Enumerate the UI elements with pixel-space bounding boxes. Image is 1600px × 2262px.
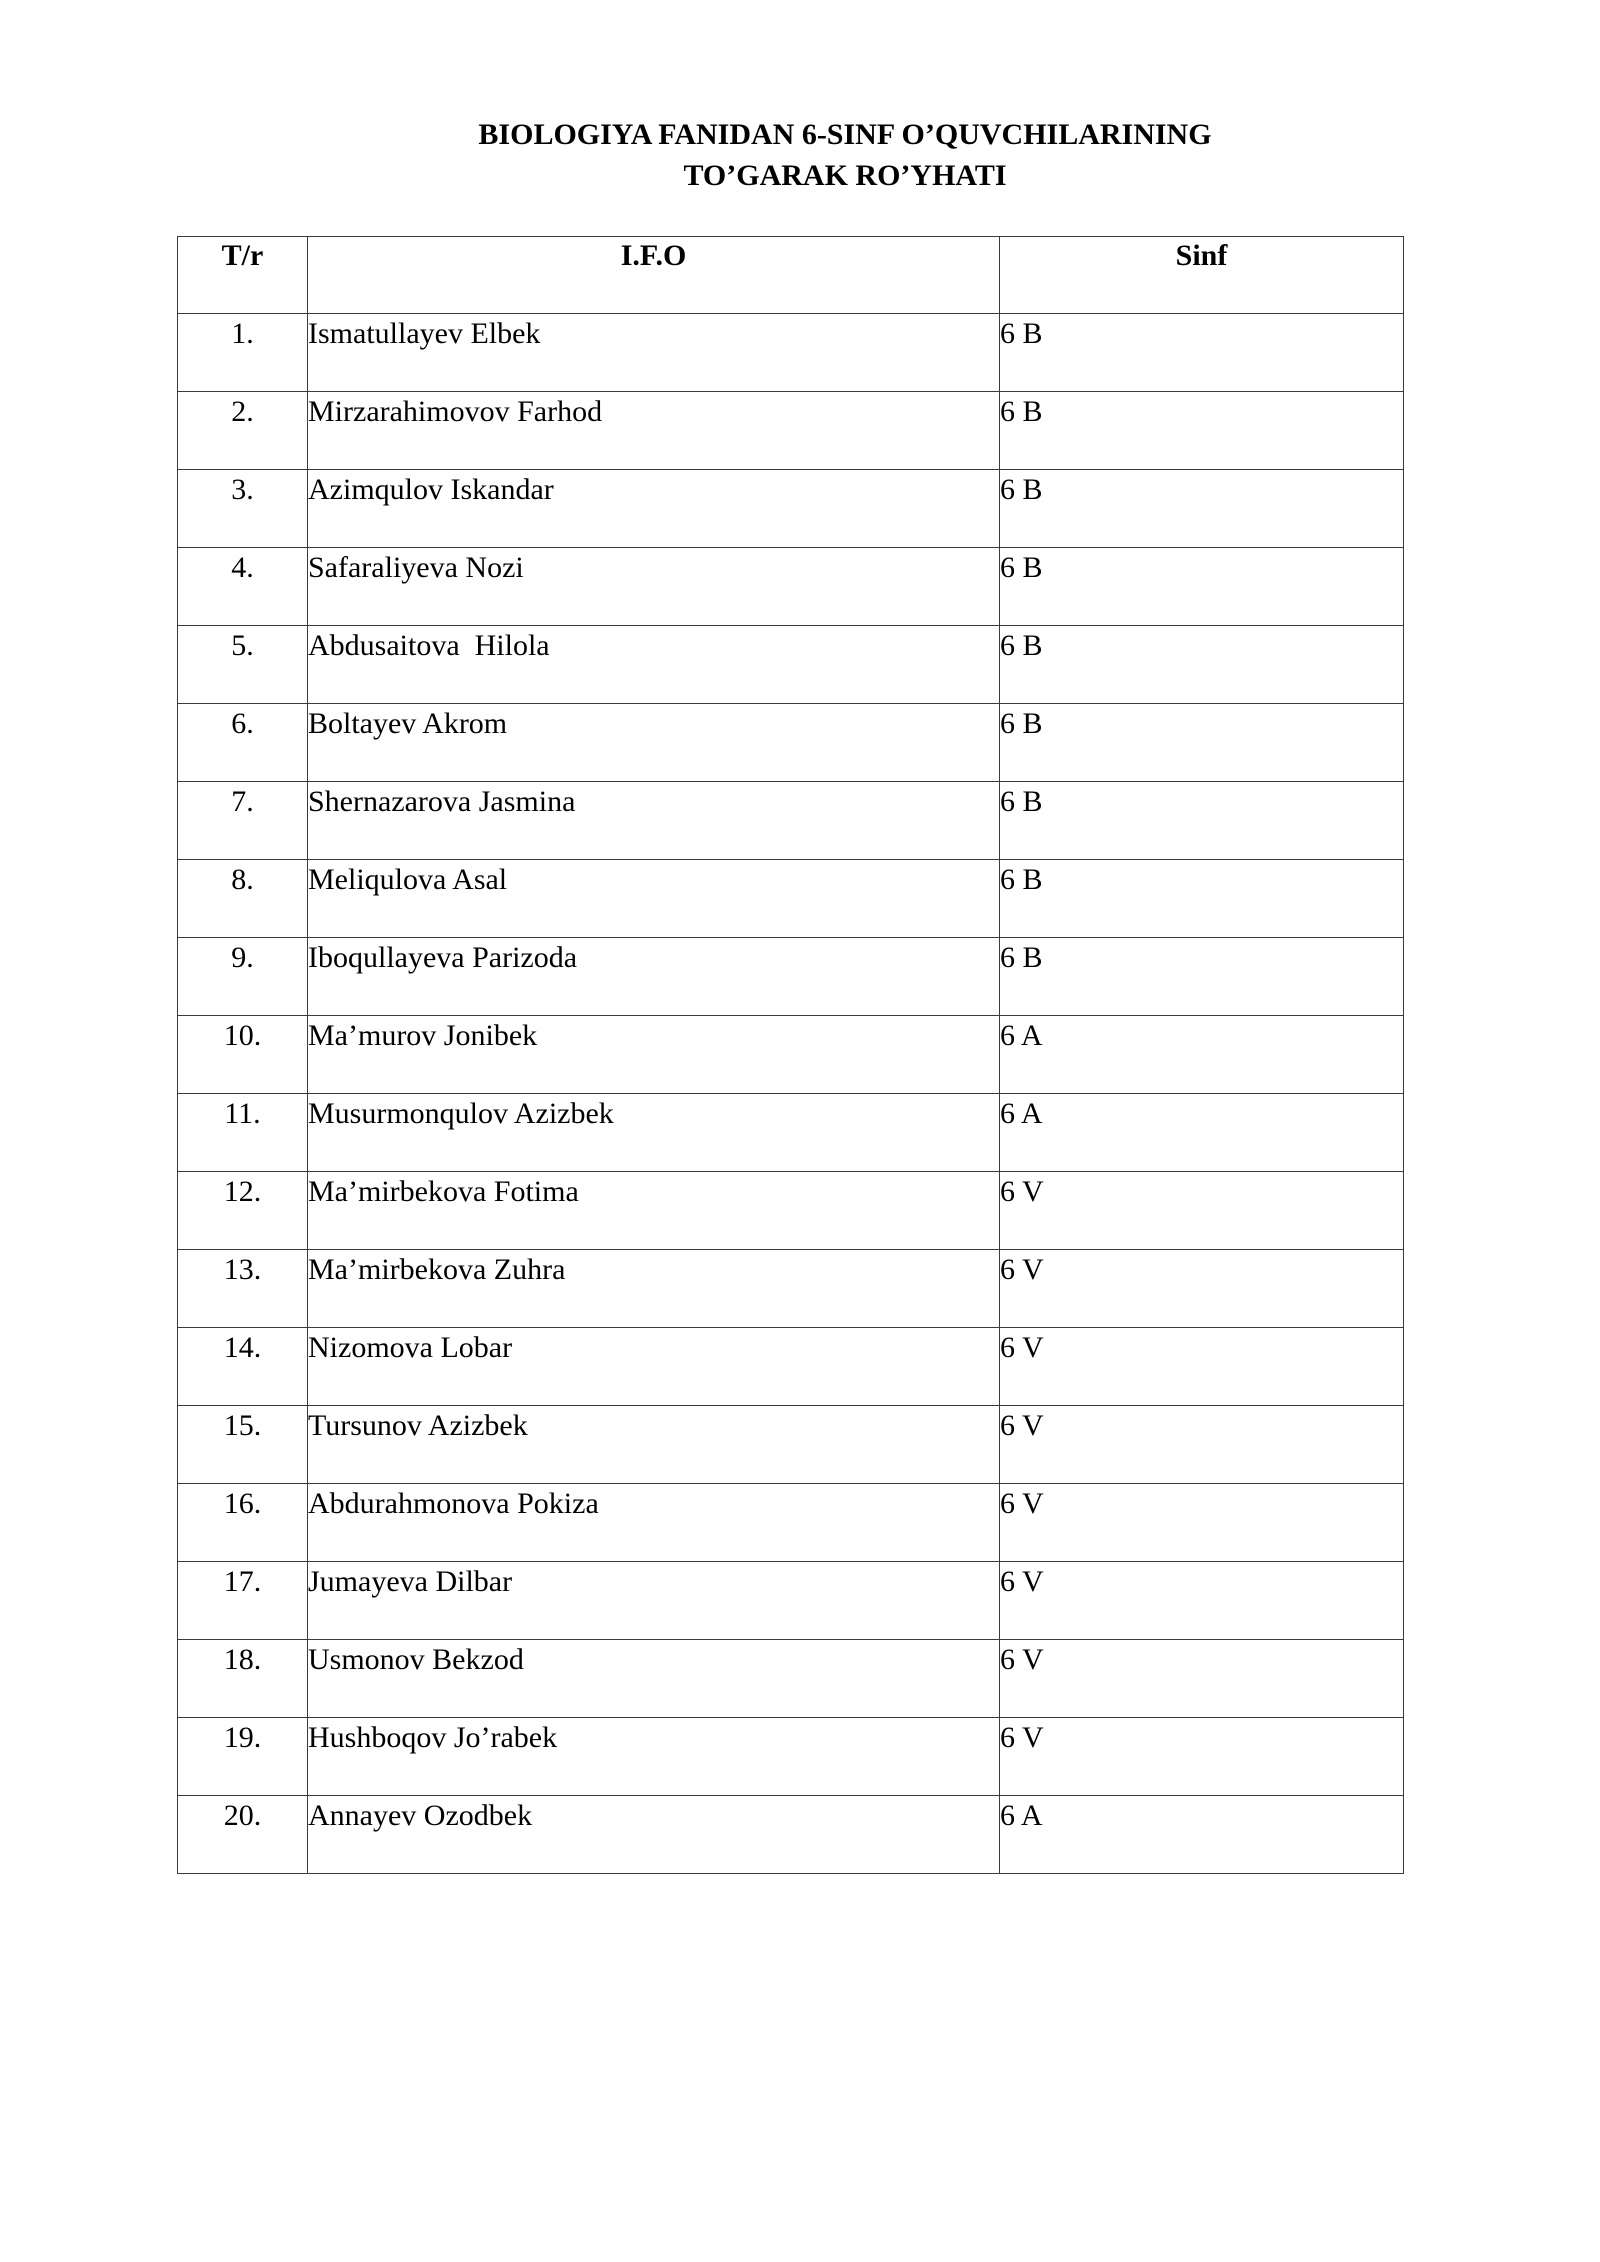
- row-number: 1.: [178, 314, 308, 392]
- table-row: [178, 1172, 1404, 1250]
- student-class: 6 V: [1000, 1250, 1404, 1328]
- table-row: [178, 1250, 1404, 1328]
- table-row: [178, 1718, 1404, 1796]
- table-row: [178, 1640, 1404, 1718]
- table-row: [178, 1796, 1404, 1874]
- row-number: 9.: [178, 938, 308, 1016]
- row-number: 2.: [178, 392, 308, 470]
- row-number: 6.: [178, 704, 308, 782]
- table-row: [178, 470, 1404, 548]
- row-number: 17.: [178, 1562, 308, 1640]
- student-name: Abdurahmonova Pokiza: [308, 1484, 1000, 1562]
- student-class: 6 B: [1000, 392, 1404, 470]
- table-row: [178, 938, 1404, 1016]
- student-name: Meliqulova Asal: [308, 860, 1000, 938]
- student-name: Ma’murov Jonibek: [308, 1016, 1000, 1094]
- row-number: 16.: [178, 1484, 308, 1562]
- student-name: Usmonov Bekzod: [308, 1640, 1000, 1718]
- student-roster-table: [177, 236, 1404, 1874]
- student-class: 6 B: [1000, 626, 1404, 704]
- row-number: 5.: [178, 626, 308, 704]
- student-name: Boltayev Akrom: [308, 704, 1000, 782]
- student-name: Shernazarova Jasmina: [308, 782, 1000, 860]
- row-number: 20.: [178, 1796, 308, 1874]
- table-row: [178, 314, 1404, 392]
- student-name: Abdusaitova Hilola: [308, 626, 1000, 704]
- student-name: Ismatullayev Elbek: [308, 314, 1000, 392]
- student-name: Tursunov Azizbek: [308, 1406, 1000, 1484]
- student-class: 6 V: [1000, 1406, 1404, 1484]
- student-name: Annayev Ozodbek: [308, 1796, 1000, 1874]
- student-class: 6 B: [1000, 938, 1404, 1016]
- table-row: [178, 1094, 1404, 1172]
- row-number: 12.: [178, 1172, 308, 1250]
- header-class: Sinf: [1000, 237, 1404, 314]
- table-row: [178, 1016, 1404, 1094]
- row-number: 11.: [178, 1094, 308, 1172]
- student-class: 6 B: [1000, 704, 1404, 782]
- table-row: [178, 782, 1404, 860]
- student-class: 6 V: [1000, 1328, 1404, 1406]
- student-class: 6 V: [1000, 1562, 1404, 1640]
- table-header-row: [178, 237, 1404, 314]
- header-number: T/r: [178, 237, 308, 314]
- row-number: 14.: [178, 1328, 308, 1406]
- row-number: 8.: [178, 860, 308, 938]
- student-name: Musurmonqulov Azizbek: [308, 1094, 1000, 1172]
- student-class: 6 A: [1000, 1016, 1404, 1094]
- row-number: 10.: [178, 1016, 308, 1094]
- row-number: 15.: [178, 1406, 308, 1484]
- student-class: 6 A: [1000, 1094, 1404, 1172]
- student-name: Ma’mirbekova Fotima: [308, 1172, 1000, 1250]
- header-full-name: I.F.O: [308, 237, 1000, 314]
- table-row: [178, 392, 1404, 470]
- row-number: 3.: [178, 470, 308, 548]
- row-number: 19.: [178, 1718, 308, 1796]
- table-body: [178, 314, 1404, 1874]
- document-title-line-1: BIOLOGIYA FANIDAN 6-SINF O’QUVCHILARINING: [478, 118, 1212, 151]
- table-row: [178, 1328, 1404, 1406]
- student-class: 6 B: [1000, 470, 1404, 548]
- student-class: 6 B: [1000, 860, 1404, 938]
- student-class: 6 V: [1000, 1484, 1404, 1562]
- student-name: Iboqullayeva Parizoda: [308, 938, 1000, 1016]
- row-number: 13.: [178, 1250, 308, 1328]
- row-number: 7.: [178, 782, 308, 860]
- table-row: [178, 548, 1404, 626]
- table-row: [178, 704, 1404, 782]
- document-title-line-2: TO’GARAK RO’YHATI: [683, 159, 1007, 192]
- document-title: [0, 114, 1600, 196]
- table-row: [178, 1484, 1404, 1562]
- student-class: 6 V: [1000, 1172, 1404, 1250]
- student-class: 6 B: [1000, 782, 1404, 860]
- table-row: [178, 626, 1404, 704]
- student-class: 6 B: [1000, 314, 1404, 392]
- student-name: Nizomova Lobar: [308, 1328, 1000, 1406]
- student-class: 6 V: [1000, 1640, 1404, 1718]
- table-row: [178, 1562, 1404, 1640]
- table-row: [178, 860, 1404, 938]
- student-class: 6 V: [1000, 1718, 1404, 1796]
- table-row: [178, 1406, 1404, 1484]
- row-number: 4.: [178, 548, 308, 626]
- student-name: Safaraliyeva Nozi: [308, 548, 1000, 626]
- student-class: 6 B: [1000, 548, 1404, 626]
- student-name: Mirzarahimovov Farhod: [308, 392, 1000, 470]
- student-name: Ma’mirbekova Zuhra: [308, 1250, 1000, 1328]
- student-name: Jumayeva Dilbar: [308, 1562, 1000, 1640]
- student-name: Azimqulov Iskandar: [308, 470, 1000, 548]
- student-class: 6 A: [1000, 1796, 1404, 1874]
- row-number: 18.: [178, 1640, 308, 1718]
- student-name: Hushboqov Jo’rabek: [308, 1718, 1000, 1796]
